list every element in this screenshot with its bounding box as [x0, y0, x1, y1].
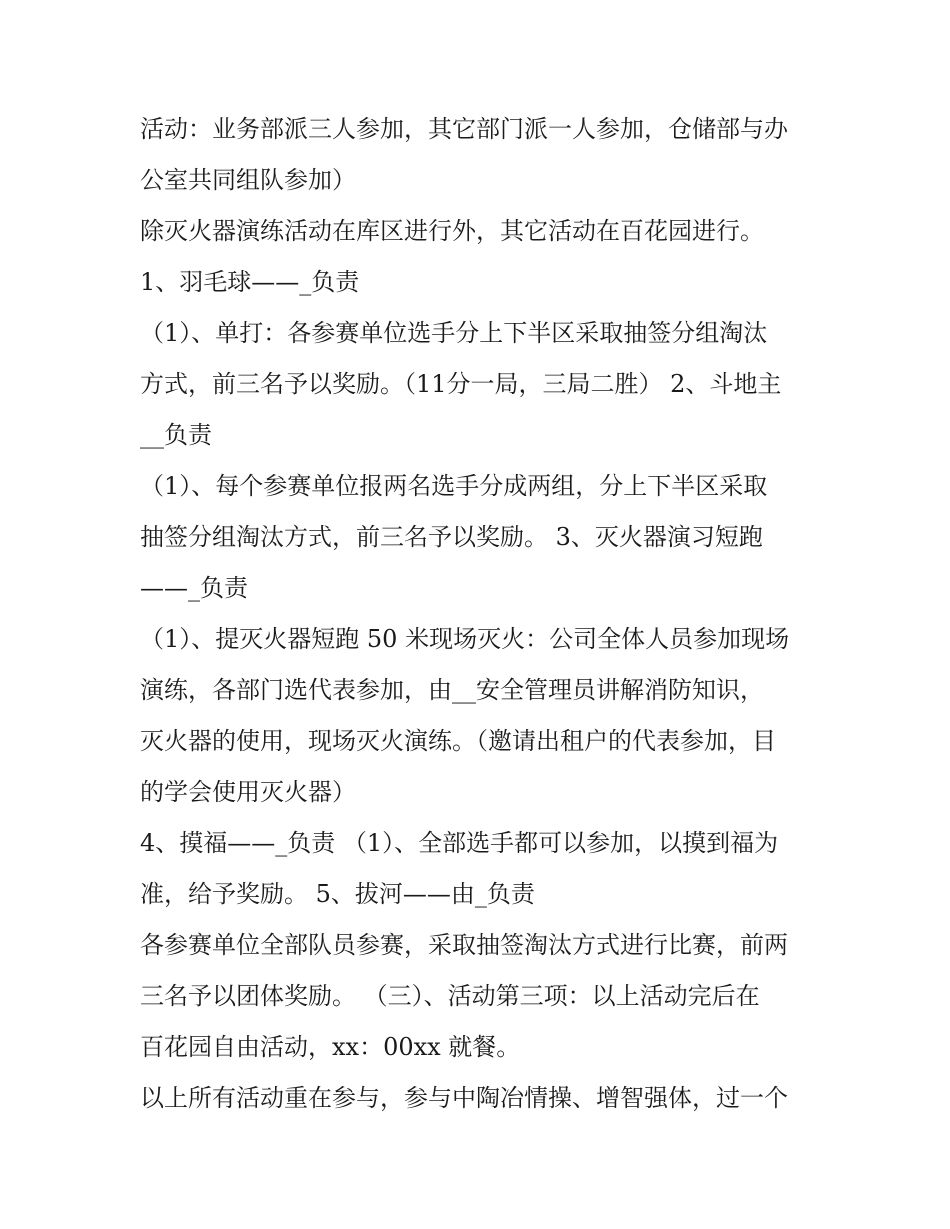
- text-line: 灭火器的使用，现场灭火演练。（邀请出租户的代表参加，目: [140, 727, 776, 755]
- text-line: 抽签分组淘汰方式，前三名予以奖励。 3、灭火器演习短跑: [140, 523, 763, 551]
- text-line: 各参赛单位全部队员参赛，采取抽签淘汰方式进行比赛，前两: [140, 931, 788, 959]
- text-line: 4、摸福——_负责 （1）、全部选手都可以参加，以摸到福为: [140, 829, 779, 857]
- text-line: 的学会使用灭火器）: [140, 778, 356, 806]
- text-line: （1）、单打：各参赛单位选手分上下半区采取抽签分组淘汰: [140, 319, 768, 347]
- document-body: [140, 104, 830, 1124]
- text-line: 三名予以团体奖励。 （三）、活动第三项：以上活动完后在: [140, 982, 760, 1010]
- text-line: 演练，各部门选代表参加，由__安全管理员讲解消防知识，: [140, 676, 764, 704]
- text-line: 方式，前三名予以奖励。（11分一局，三局二胜） 2、斗地主: [140, 370, 782, 398]
- text-line: 除灭火器演练活动在库区进行外，其它活动在百花园进行。: [140, 217, 764, 245]
- text-line: 公室共同组队参加）: [140, 166, 356, 194]
- text-line: __负责: [140, 421, 212, 449]
- text-line: 活动：业务部派三人参加，其它部门派一人参加，仓储部与办: [140, 115, 788, 143]
- text-line: 1、羽毛球——_负责: [140, 268, 360, 296]
- text-line: （1）、提灭火器短跑 50 米现场灭火：公司全体人员参加现场: [140, 625, 790, 653]
- text-line: 准，给予奖励。 5、拔河——由_负责: [140, 880, 535, 908]
- text-line: 百花园自由活动，xx：00xx 就餐。: [140, 1033, 521, 1061]
- text-line: ——_负责: [140, 574, 248, 602]
- text-line: 以上所有活动重在参与，参与中陶冶情操、增智强体，过一个: [140, 1084, 788, 1112]
- text-line: （1）、每个参赛单位报两名选手分成两组，分上下半区采取: [140, 472, 768, 500]
